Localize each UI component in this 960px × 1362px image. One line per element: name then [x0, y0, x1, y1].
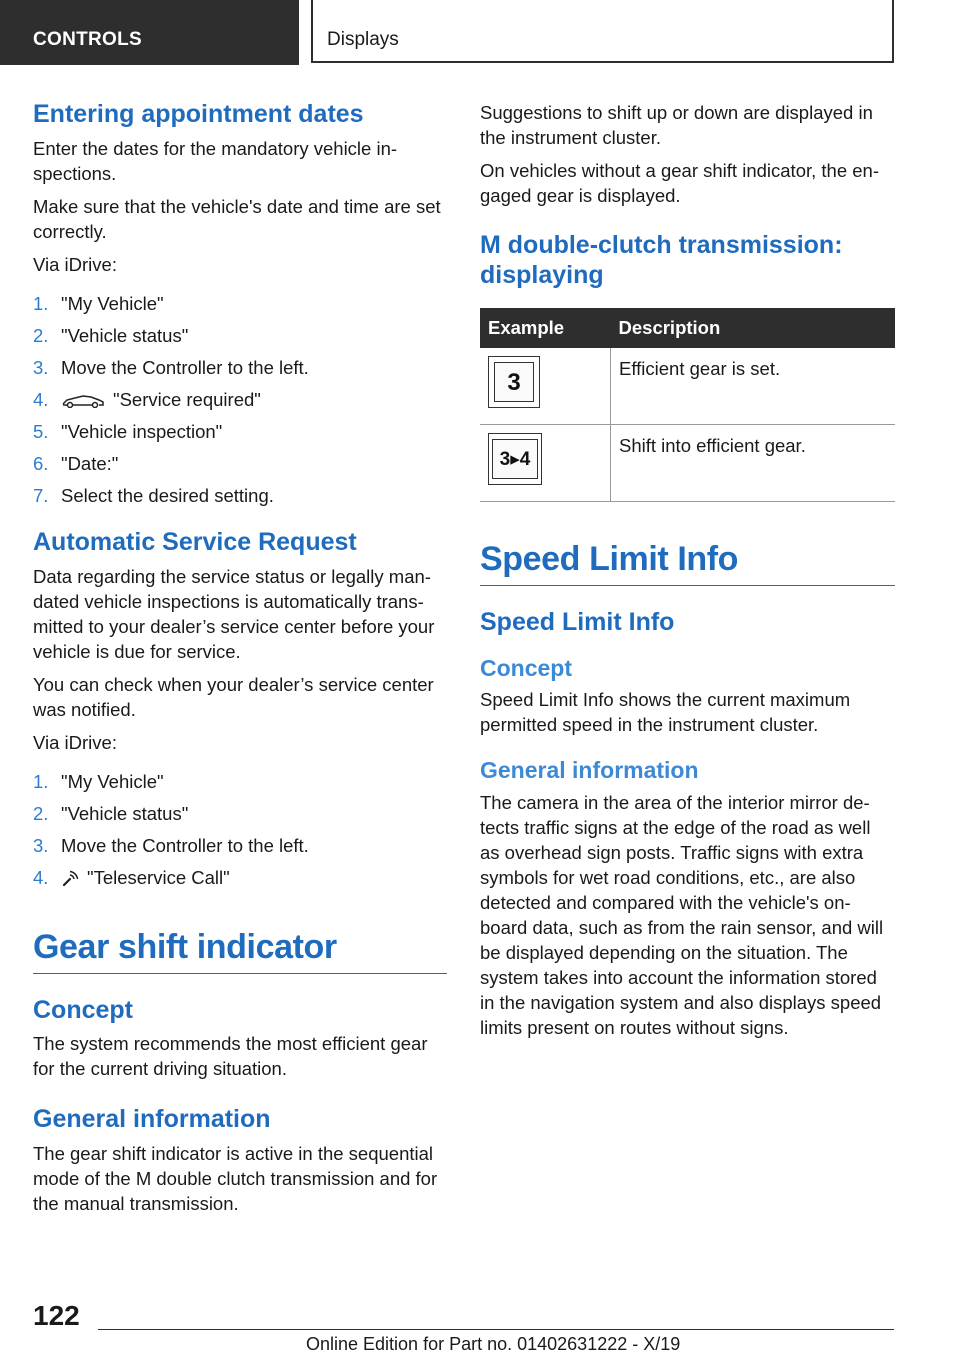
- list-item: 3. Move the Controller to the left.: [33, 356, 309, 378]
- list-item: 4. "Teleservice Call": [33, 866, 230, 888]
- chapter-tab: [311, 0, 894, 63]
- gsi-concept-title: Concept: [33, 995, 133, 1024]
- edition-text: Online Edition for Part no. 01402631222 - X/19: [306, 1334, 681, 1354]
- table-header: [480, 308, 895, 348]
- asr-title: Automatic Service Request: [33, 527, 357, 556]
- car-icon: [61, 394, 105, 408]
- gsi-concept-text: The system recommends the most efficient gear for the current driving situation.: [33, 1033, 428, 1080]
- appointment-section: [33, 100, 447, 508]
- appointment-title: Entering appointment dates: [33, 100, 364, 128]
- sli-section: [480, 540, 895, 1040]
- sli-concept-text: Speed Limit Info shows the current maximum permitted speed in the instrument cluster.: [480, 689, 851, 736]
- appointment-p1: Enter the dates for the mandatory vehicle in-spections.: [33, 137, 398, 184]
- list-item: 5. "Vehicle inspection": [33, 420, 223, 442]
- teleservice-icon: [61, 870, 79, 888]
- appointment-steps: [33, 291, 447, 508]
- sli-concept-title: Concept: [480, 654, 572, 681]
- gsi-general-text: The gear shift indicator is active in the sequential mode of the M double clutch transmission and for the manual transmission.: [33, 1143, 438, 1215]
- gear-table: [480, 308, 895, 502]
- list-item: 6. "Date:": [33, 452, 119, 474]
- asr-steps: [33, 769, 447, 890]
- col-description: Description: [611, 308, 896, 348]
- engaged-gear-text: On vehicles without a gear shift indicator, the en-gaged gear is displayed.: [480, 160, 879, 206]
- gear-shift-3-to-4-icon: 3▸4: [488, 433, 542, 485]
- asr-p2: You can check when your dealer’s service center was notified.: [33, 673, 434, 720]
- sli-general-text: The camera in the area of the interior mirror de-tects traffic signs at the edge of the road as well as overhead sign posts. Traffic signs with extra symbols for wet road conditions, etc., are also detected and compared with the vehicle's on-board data, such as from the rain sensor, and will be displayed depending on the situation. The system takes into account the information stored in the navigation system and also displays speed limits present on routes without signs.: [480, 791, 884, 1038]
- sli-title: Speed Limit Info: [480, 540, 739, 578]
- gsi-section: [33, 928, 447, 1217]
- appointment-via: Via iDrive:: [33, 253, 117, 275]
- list-item: 1. "My Vehicle": [33, 292, 164, 314]
- list-item: 2. "Vehicle status": [33, 324, 189, 346]
- list-item: 2. "Vehicle status": [33, 802, 189, 824]
- table-row: [480, 425, 895, 502]
- sli-subtitle: Speed Limit Info: [480, 608, 675, 637]
- footer-divider: [98, 1329, 894, 1330]
- list-item: 4. "Service required": [33, 388, 261, 410]
- mdct-title: M double-clutch transmission: displaying: [480, 231, 843, 289]
- asr-p1: Data regarding the service status or legally man-dated vehicle inspections is automatically trans-mitted to your dealer’s service center before your vehicle is due for service.: [33, 565, 435, 662]
- list-item: 7. Select the desired setting.: [33, 484, 274, 506]
- left-column: [33, 100, 447, 1224]
- asr-section: [33, 528, 447, 890]
- section-tab: [0, 0, 299, 65]
- gsi-general-title: General information: [33, 1105, 271, 1134]
- table-cell: Shift into efficient gear.: [611, 425, 896, 502]
- asr-via: Via iDrive:: [33, 731, 117, 753]
- list-item: 1. "My Vehicle": [33, 770, 164, 792]
- appointment-p2: Make sure that the vehicle's date and time are set correctly.: [33, 195, 441, 242]
- chapter-label: Displays: [327, 29, 399, 50]
- sli-general-title: General information: [480, 757, 699, 784]
- table-cell: Efficient gear is set.: [611, 348, 896, 425]
- col-example: Example: [480, 308, 611, 348]
- list-item: 3. Move the Controller to the left.: [33, 834, 309, 856]
- gear-3-icon: 3: [488, 356, 540, 408]
- page-number: 122: [33, 1300, 80, 1331]
- gsi-title: Gear shift indicator: [33, 927, 337, 966]
- shift-suggestions-text: Suggestions to shift up or down are displayed in the instrument cluster.: [480, 102, 873, 148]
- table-row: [480, 348, 895, 425]
- right-column: [480, 100, 895, 1048]
- section-label: CONTROLS: [33, 29, 143, 50]
